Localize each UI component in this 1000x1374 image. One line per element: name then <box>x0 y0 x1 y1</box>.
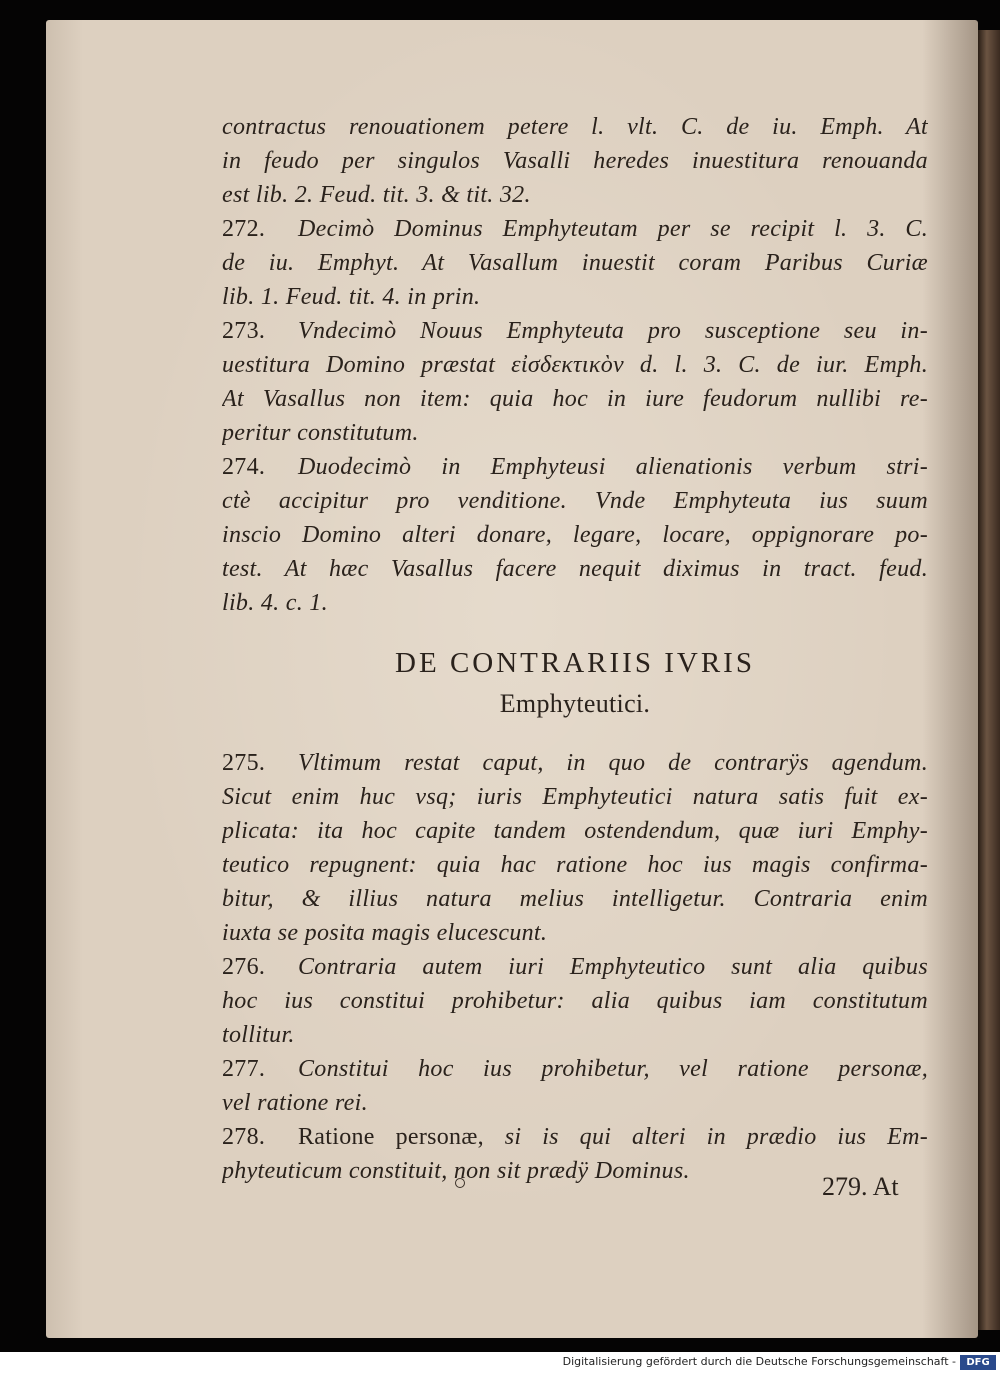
text-line <box>222 1120 928 1154</box>
paragraph-number: 274. <box>222 454 266 480</box>
text-line-body: Constitui hoc ius prohibetur, vel ratione personæ, <box>298 1056 928 1082</box>
text-line: bitur, & illius natura melius intelligetur. Contraria enim <box>222 886 928 912</box>
text-line: vel ratione rei. <box>222 1090 368 1116</box>
text-line: de iu. Emphyt. At Vasallum inuestit coram Paribus Curiæ <box>222 250 928 276</box>
section-heading: DE CONTRARIIS IVRIS <box>395 647 755 679</box>
footer-bar <box>0 1352 1000 1374</box>
text-line: test. At hæc Vasallus facere nequit diximus in tract. feud. <box>222 556 928 582</box>
dfg-logo: DFG <box>960 1355 996 1370</box>
text-line: hoc ius constitui prohibetur: alia quibus iam constitutum <box>222 988 928 1014</box>
text-line: lib. 1. Feud. tit. 4. in prin. <box>222 284 481 310</box>
text-line-body: Decimò Dominus Emphyteutam per se recipit l. 3. C. <box>298 216 928 242</box>
text-line <box>222 314 928 348</box>
paragraph-number: 275. <box>222 750 266 776</box>
catchword: 279. At <box>822 1172 899 1201</box>
page-text <box>222 110 928 1188</box>
text-line: peritur constitutum. <box>222 420 419 446</box>
footer-credit: Digitalisierung gefördert durch die Deutsche Forschungsgemeinschaft - <box>562 1355 956 1368</box>
text-line-body: Contraria autem iuri Emphyteutico sunt alia quibus <box>298 954 928 980</box>
text-line-body: Vltimum restat caput, in quo de contrarÿs agendum. <box>298 750 928 776</box>
paragraph-number: 272. <box>222 216 266 242</box>
text-line: Sicut enim huc vsq; iuris Emphyteutici natura satis fuit ex- <box>222 784 928 810</box>
text-line <box>222 746 928 780</box>
section-subheading: Emphyteutici. <box>499 689 651 718</box>
text-line: contractus renouationem petere l. vlt. C. de iu. Emph. At <box>222 114 928 140</box>
text-line-body: si is qui alteri in prædio ius Em- <box>483 1124 928 1150</box>
text-line: teutico repugnent: quia hac ratione hoc ius magis confirma- <box>222 852 928 878</box>
text-line: uestitura Domino præstat εἰσδεκτικὸν d. l. 3. C. de iur. Emph. <box>222 352 928 378</box>
text-line <box>222 950 928 984</box>
text-line: inscio Domino alteri donare, legare, locare, oppignorare po- <box>222 522 928 548</box>
paragraph-number: 276. <box>222 954 266 980</box>
text-line: est lib. 2. Feud. tit. 3. & tit. 32. <box>222 182 531 208</box>
text-line <box>222 450 928 484</box>
text-line <box>222 1052 928 1086</box>
text-line: iuxta se posita magis elucescunt. <box>222 920 548 946</box>
paragraph-number: 277. <box>222 1056 266 1082</box>
text-line <box>222 212 928 246</box>
text-line-lead: Ratione personæ, <box>298 1124 484 1150</box>
text-line: phyteuticum constituit, non sit prædÿ Dominus. <box>222 1158 690 1184</box>
text-line: tollitur. <box>222 1022 295 1048</box>
text-line: lib. 4. c. 1. <box>222 590 328 616</box>
text-line-body: Duodecimò in Emphyteusi alienationis verbum stri- <box>298 454 928 480</box>
paragraph-number: 273. <box>222 318 266 344</box>
text-line: plicata: ita hoc capite tandem ostendendum, quæ iuri Emphy- <box>222 818 928 844</box>
text-line: At Vasallus non item: quia hoc in iure feudorum nullibi re- <box>222 386 928 412</box>
text-line: in feudo per singulos Vasalli heredes inuestitura renouanda <box>222 148 928 174</box>
paragraph-number: 278. <box>222 1124 266 1150</box>
text-line-body: Vndecimò Nouus Emphyteuta pro susceptione seu in- <box>298 318 928 344</box>
printer-ornament-dot <box>455 1178 465 1188</box>
book-spine <box>978 30 1000 1330</box>
text-line: ctè accipitur pro venditione. Vnde Emphyteuta ius suum <box>222 488 928 514</box>
